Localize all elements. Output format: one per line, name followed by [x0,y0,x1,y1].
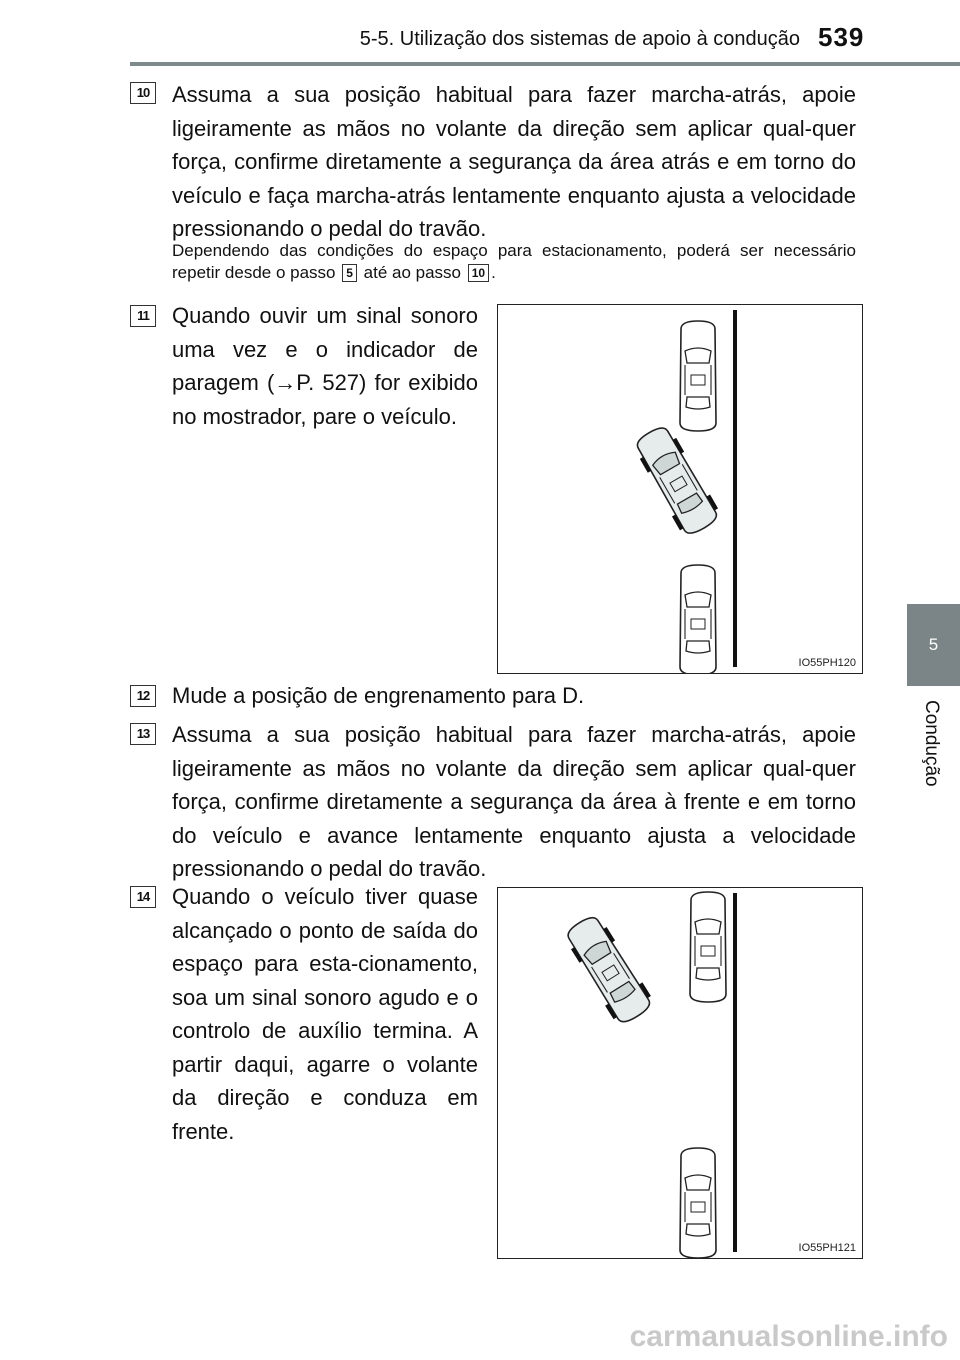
step-10-text: Assuma a sua posição habitual para fazer marcha-atrás, apoie ligeiramente as mãos no volante da direção sem aplicar qual-quer força, confirme diretamente a segurança da área atrás e em torno do veículo e faça marcha-atrás lentamente enquanto ajusta a velocidade pressionando o pedal do travão. [172,82,856,241]
step-12-marker: 12 [130,685,156,707]
note-step-ref-to: 10 [468,264,489,282]
note-step-ref-from: 5 [342,264,357,282]
figure-exit-complete-drawing [498,888,862,1258]
own-car-exiting [630,422,723,539]
note-text-end: . [491,263,496,282]
section-title: 5-5. Utilização dos sistemas de apoio à condução [359,28,800,50]
chapter-label: Condução [921,700,942,787]
parked-car-rear [680,1148,716,1258]
step-13-marker: 13 [130,723,156,745]
step-10-note [172,240,856,284]
figure-code: IO55PH121 [798,1242,856,1254]
parked-car-front [680,321,716,431]
step-14-text: Quando o veículo tiver quase alcançado o ponto de saída do espaço para esta-cionamento, soa um sinal sonoro agudo e o controlo de auxílio termina. A partir daqui, agarre o volante da direção e conduza em frente. [172,884,478,1144]
header-rule [130,62,960,66]
own-car-leaving [561,911,657,1028]
page-number: 539 [818,22,865,52]
step-11-text: Quando ouvir um sinal sonoro uma vez e o indicador de paragem (→P. 527) for exibido no mostrador, pare o veículo. [172,303,478,429]
step-13-text: Assuma a sua posição habitual para fazer marcha-atrás, apoie ligeiramente as mãos no volante da direção sem aplicar qual-quer força, confirme diretamente a segurança da área à frente e em torno do veículo e avance lentamente enquanto ajusta a velocidade pressionando o pedal do travão. [172,722,856,881]
parked-car-rear [680,565,716,673]
step-12-text: Mude a posição de engrenamento para D. [172,683,585,708]
figure-code: IO55PH120 [798,657,856,669]
parked-car-front [690,892,726,1002]
step-10-marker: 10 [130,82,156,104]
note-text-start: Dependendo das condições do espaço para estacionamento, poderá ser necessário repetir desde o passo [172,241,856,282]
figure-exit-stop [497,304,863,674]
figure-exit-complete [497,887,863,1259]
watermark: carmanualsonline.info [629,1320,948,1353]
step-11-marker: 11 [130,305,156,327]
chapter-tab[interactable]: 5 [907,604,960,686]
figure-exit-stop-drawing [498,305,862,673]
step-14-marker: 14 [130,886,156,908]
note-text-middle: até ao passo [363,263,462,282]
